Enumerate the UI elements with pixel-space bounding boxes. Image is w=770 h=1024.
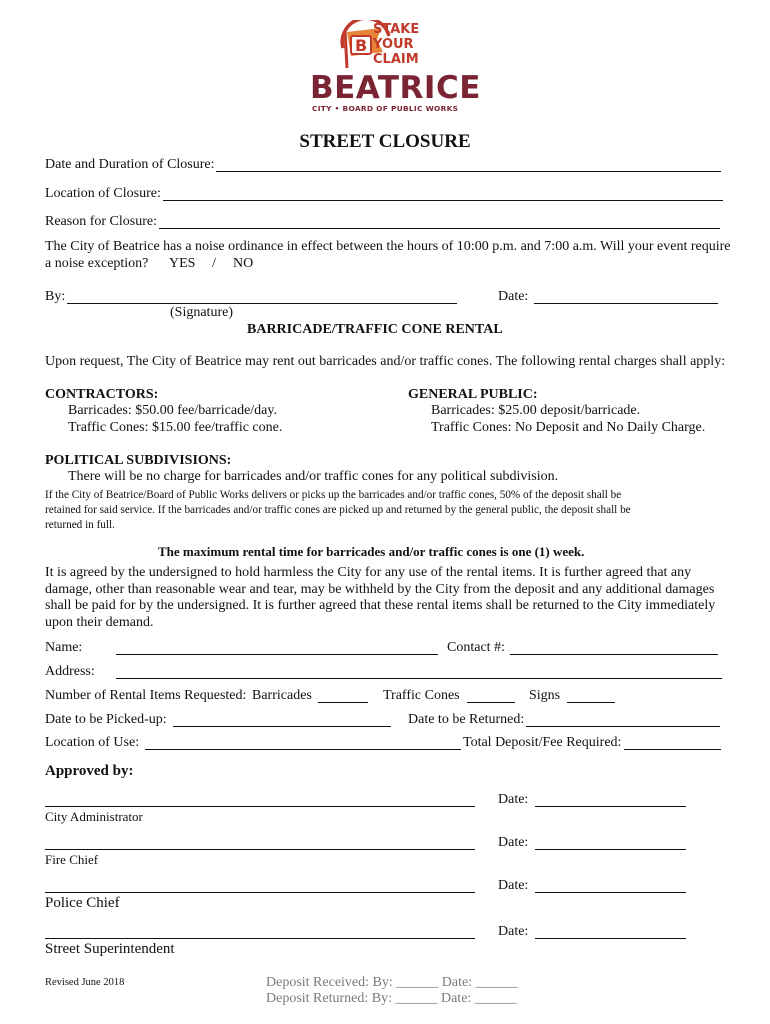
delivery-line2: retained for said service. If the barricades and/or traffic cones are picked up and returned by the general public, the deposit shall be [45, 504, 631, 516]
deposit-returned: Deposit Returned: By: ______ Date: ______ [266, 991, 517, 1006]
total-fee-field[interactable] [624, 749, 721, 750]
beatrice-logo [303, 20, 481, 116]
approval-date-label: Date: [498, 878, 529, 893]
name-field[interactable] [116, 654, 438, 655]
approval-date-field[interactable] [535, 806, 686, 807]
pickup-date-field[interactable] [173, 726, 391, 727]
returned-label: Date to be Returned: [408, 712, 525, 727]
max-rental-notice: The maximum rental time for barricades and/or traffic cones is one (1) week. [158, 544, 585, 559]
cones-count-field[interactable] [467, 702, 515, 703]
signature-caption: (Signature) [170, 305, 233, 320]
items-label: Number of Rental Items Requested: [45, 688, 247, 703]
approval-signature-field[interactable] [45, 806, 475, 807]
approval-date-label: Date: [498, 792, 529, 807]
approval-signature-field[interactable] [45, 892, 475, 893]
signs-label: Signs [529, 688, 561, 703]
closure-location-field[interactable] [163, 200, 723, 201]
cones-label: Traffic Cones [383, 688, 460, 703]
contractors-heading: CONTRACTORS: [45, 387, 159, 402]
approval-date-field[interactable] [535, 849, 686, 850]
contractors-barricades: Barricades: $50.00 fee/barricade/day. [68, 403, 277, 418]
approval-date-field[interactable] [535, 938, 686, 939]
approval-signature-field[interactable] [45, 938, 475, 939]
address-label: Address: [45, 664, 95, 679]
closure-date-label: Date and Duration of Closure: [45, 157, 215, 172]
contractors-cones: Traffic Cones: $15.00 fee/traffic cone. [68, 420, 283, 435]
signer-title: City Administrator [45, 809, 143, 824]
return-date-field[interactable] [526, 726, 720, 727]
rental-intro: Upon request, The City of Beatrice may rent out barricades and/or traffic cones. The following rental charges shall apply: [45, 354, 726, 369]
agreement-line3: shall be paid for by the undersigned. It is further agreed that these rental items shall be returned to the City immediately [45, 598, 716, 613]
contact-field[interactable] [510, 654, 718, 655]
page-title: STREET CLOSURE [299, 131, 471, 152]
revised-date: Revised June 2018 [45, 977, 125, 988]
signer-title: Police Chief [45, 895, 120, 911]
closure-reason-field[interactable] [159, 228, 720, 229]
approval-date-label: Date: [498, 924, 529, 939]
closure-date-field[interactable] [216, 171, 721, 172]
use-location-field[interactable] [145, 749, 461, 750]
noise-text-line1: The City of Beatrice has a noise ordinance in effect between the hours of 10:00 p.m. and 7:00 a.m. Will your event require [45, 239, 731, 254]
approval-date-label: Date: [498, 835, 529, 850]
noise-yes-option[interactable]: YES [169, 256, 196, 271]
logo-name: BEATRICE [310, 70, 481, 106]
political-text: There will be no charge for barricades and/or traffic cones for any political subdivision. [68, 469, 559, 484]
total-label: Total Deposit/Fee Required: [463, 735, 622, 750]
noise-text-line2: a noise exception? [45, 256, 149, 271]
address-field[interactable] [116, 678, 722, 679]
approval-date-field[interactable] [535, 892, 686, 893]
closure-sign-date-field[interactable] [534, 303, 718, 304]
public-cones: Traffic Cones: No Deposit and No Daily Charge. [431, 420, 706, 435]
delivery-line3: returned in full. [45, 519, 115, 531]
badge-letter: B [355, 36, 368, 55]
signature-field[interactable] [67, 303, 457, 304]
pickup-label: Date to be Picked-up: [45, 712, 167, 727]
agreement-line2: damage, other than reasonable wear and tear, may be withheld by the City from the deposit and any additional damages [45, 582, 715, 597]
approval-signature-field[interactable] [45, 849, 475, 850]
by-label: By: [45, 289, 66, 304]
signs-count-field[interactable] [567, 702, 615, 703]
delivery-line1: If the City of Beatrice/Board of Public Works delivers or picks up the barricades and/or traffic cones, 50% of the deposit shall be [45, 489, 622, 501]
logo-tagline: STAKE YOUR CLAIM [373, 22, 420, 67]
name-label: Name: [45, 640, 83, 655]
rental-heading: BARRICADE/TRAFFIC CONE RENTAL [247, 322, 503, 337]
signer-title: Street Superintendent [45, 941, 175, 957]
approved-heading: Approved by: [45, 763, 134, 779]
political-heading: POLITICAL SUBDIVISIONS: [45, 453, 232, 468]
closure-reason-label: Reason for Closure: [45, 214, 157, 229]
signer-title: Fire Chief [45, 852, 99, 867]
barricades-label: Barricades [252, 688, 312, 703]
deposit-received: Deposit Received: By: ______ Date: ______ [266, 975, 518, 990]
closure-sign-date-label: Date: [498, 289, 529, 304]
contact-label: Contact #: [447, 640, 505, 655]
agreement-line4: upon their demand. [45, 615, 154, 630]
noise-no-option[interactable]: NO [233, 256, 254, 271]
barricades-count-field[interactable] [318, 702, 368, 703]
public-heading: GENERAL PUBLIC: [408, 387, 538, 402]
logo-subtitle: CITY • BOARD OF PUBLIC WORKS [312, 104, 459, 113]
use-location-label: Location of Use: [45, 735, 140, 750]
agreement-line1: It is agreed by the undersigned to hold harmless the City for any use of the rental items. It is further agreed that any [45, 565, 692, 580]
closure-location-label: Location of Closure: [45, 186, 161, 201]
noise-slash: / [212, 256, 216, 271]
public-barricades: Barricades: $25.00 deposit/barricade. [431, 403, 641, 418]
